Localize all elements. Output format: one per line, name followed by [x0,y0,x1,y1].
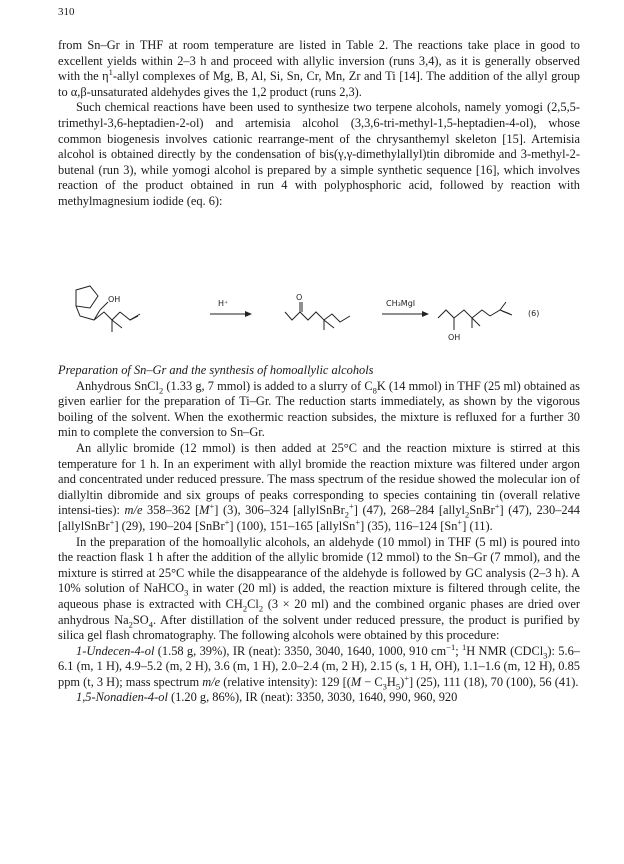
page-number: 310 [58,6,75,18]
paragraph: Such chemical reactions have been used to synthesize two terpene alcohols, namely yomogi (2,5,5-trimethyl-3,6-heptadien-2-ol) and artemisia alcohol (3,3,6-tri-methyl-1,5-heptadien-4-ol), whose common biogenesis involves cationic rearrange-ment of the chrysanthemyl skeleton [15]. Artemisia alcohol is obtained directly by the condensation of bis(γ,γ-dimethylallyl)tin dibromide and 3-methyl-2-butenal (run 3), while yomogi alcohol is prepared by a simple synthetic sequence [16], which involves reaction of the product obtained in run 4 with polyphosphoric acid, followed by reaction with methylmagnesium iodide (eq. 6): [58,100,580,208]
reaction-scheme-drawing [60,280,580,345]
intermediate-o-label: O [296,293,303,302]
arrow-1-head [245,311,252,317]
paragraph: 1-Undecen-4-ol (1.58 g, 39%), IR (neat): 3350, 3040, 1640, 1000, 910 $cm^{-1}$; $^1$H NMR (CDCl$_3$): 5.6–6.1 (m, 1 H), 4.9–5.2 (m, 2 H), 3.6 (m, 1 H), 2.0–2.4 (m, 2 H), 2.15 (s, 1 H, OH), 1.1–1.6 (m, 12 H), 0.85 ppm (t, 3 H); mass spectrum m/e (relative intensity): 129 $[(M - C_3H_5)^+]$ (25), 111 (18), 70 (100), 56 (41). [58,641,580,692]
body-text-bottom [58,363,580,706]
intermediate-skeleton [285,302,350,330]
arrow-1-label: H⁺ [218,299,229,308]
body-text-top [58,38,580,210]
arrow-2-label: CH₃MgI [386,299,416,308]
reactant-oh-bond [100,302,108,310]
paragraph: 1,5-Nonadien-4-ol (1.20 g, 86%), IR (neat): 3350, 3030, 1640, 990, 960, 920 [76,690,458,705]
product-oh-label: OH [448,333,461,342]
paragraph: Anhydrous SnCl$_2$ (1.33 g, 7 mmol) is added to a slurry of $C_8K$ (14 mmol) in THF (25 ml) obtained as given earlier for the preparation of Ti–Gr. The reduction starts immediately, as shown by the vigorous boiling of the solvent. When the exothermic reaction subsides, the mixture is refluxed for a further 30 min to complete the conversion to Sn–Gr. [58,378,580,440]
dioxolane-ring [76,286,98,308]
paragraph: In the preparation of the homoallylic alcohols, an aldehyde (10 mmol) in THF (5 ml) is poured into the reaction flask 1 h after the addition of the allylic bromide (12 mmol) to the Sn–Gr (7 mmol), and the mixture is stirred at 25°C while the disappearance of the aldehyde is followed by GC analysis (2–3 h). A 10% solution of NaHCO$_3$ in water (20 ml) is added, the reaction mixture is filtered through celite, the aqueous phase is extracted with $CH_2Cl_2$ (3 × 20 ml) and the combined organic phases are dried over anhydrous $Na_2SO_4$. After distillation of the solvent under reduced pressure, the product is purified by silica gel flash chromatography. The following alcohols were obtained by this procedure: [58,534,580,643]
reactant-chain [76,306,140,332]
product-skeleton [438,302,512,330]
paragraph: from Sn–Gr in THF at room temperature are listed in Table 2. The reactions take place in good to excellent yields within 2–3 h and proceed with allylic inversion (runs 3,4), as it is generally observed with the $\eta^1$-allyl complexes of Mg, B, Al, Si, Sn, Cr, Mn, Zr and Ti [14]. The addition of the allyl group to α,β-unsaturated aldehydes gives the 1,2 product (runs 2,3). [58,38,581,99]
section-heading: Preparation of Sn–Gr and the synthesis of homoallylic alcohols [58,363,374,377]
reaction-scheme-eq6 [60,280,580,345]
arrow-2-head [422,311,429,317]
equation-number: (6) [528,309,540,318]
paragraph: An allylic bromide (12 mmol) is then added at 25°C and the reaction mixture is stirred at this temperature for 1 h. In an experiment with allyl bromide the reaction mixture was filtered under argon and concentrated under reduced pressure. The mass spectrum of the residue showed the molecular ion of diallyltin dibromide and six groups of peaks corresponding to species containing tin (overall relative intensi-ties): m/e 358–362 [M+] (3), 306–324 [allylSnBr$_2$+] (47), 268–284 [allyl$_2$SnBr+] (47), 230–244 [allylSnBr+] (29), 190–204 [SnBr+] (100), 151–165 [allylSn+] (35), 116–124 [Sn+] (11). [58,440,580,533]
reactant-oh-label: OH [108,295,121,304]
